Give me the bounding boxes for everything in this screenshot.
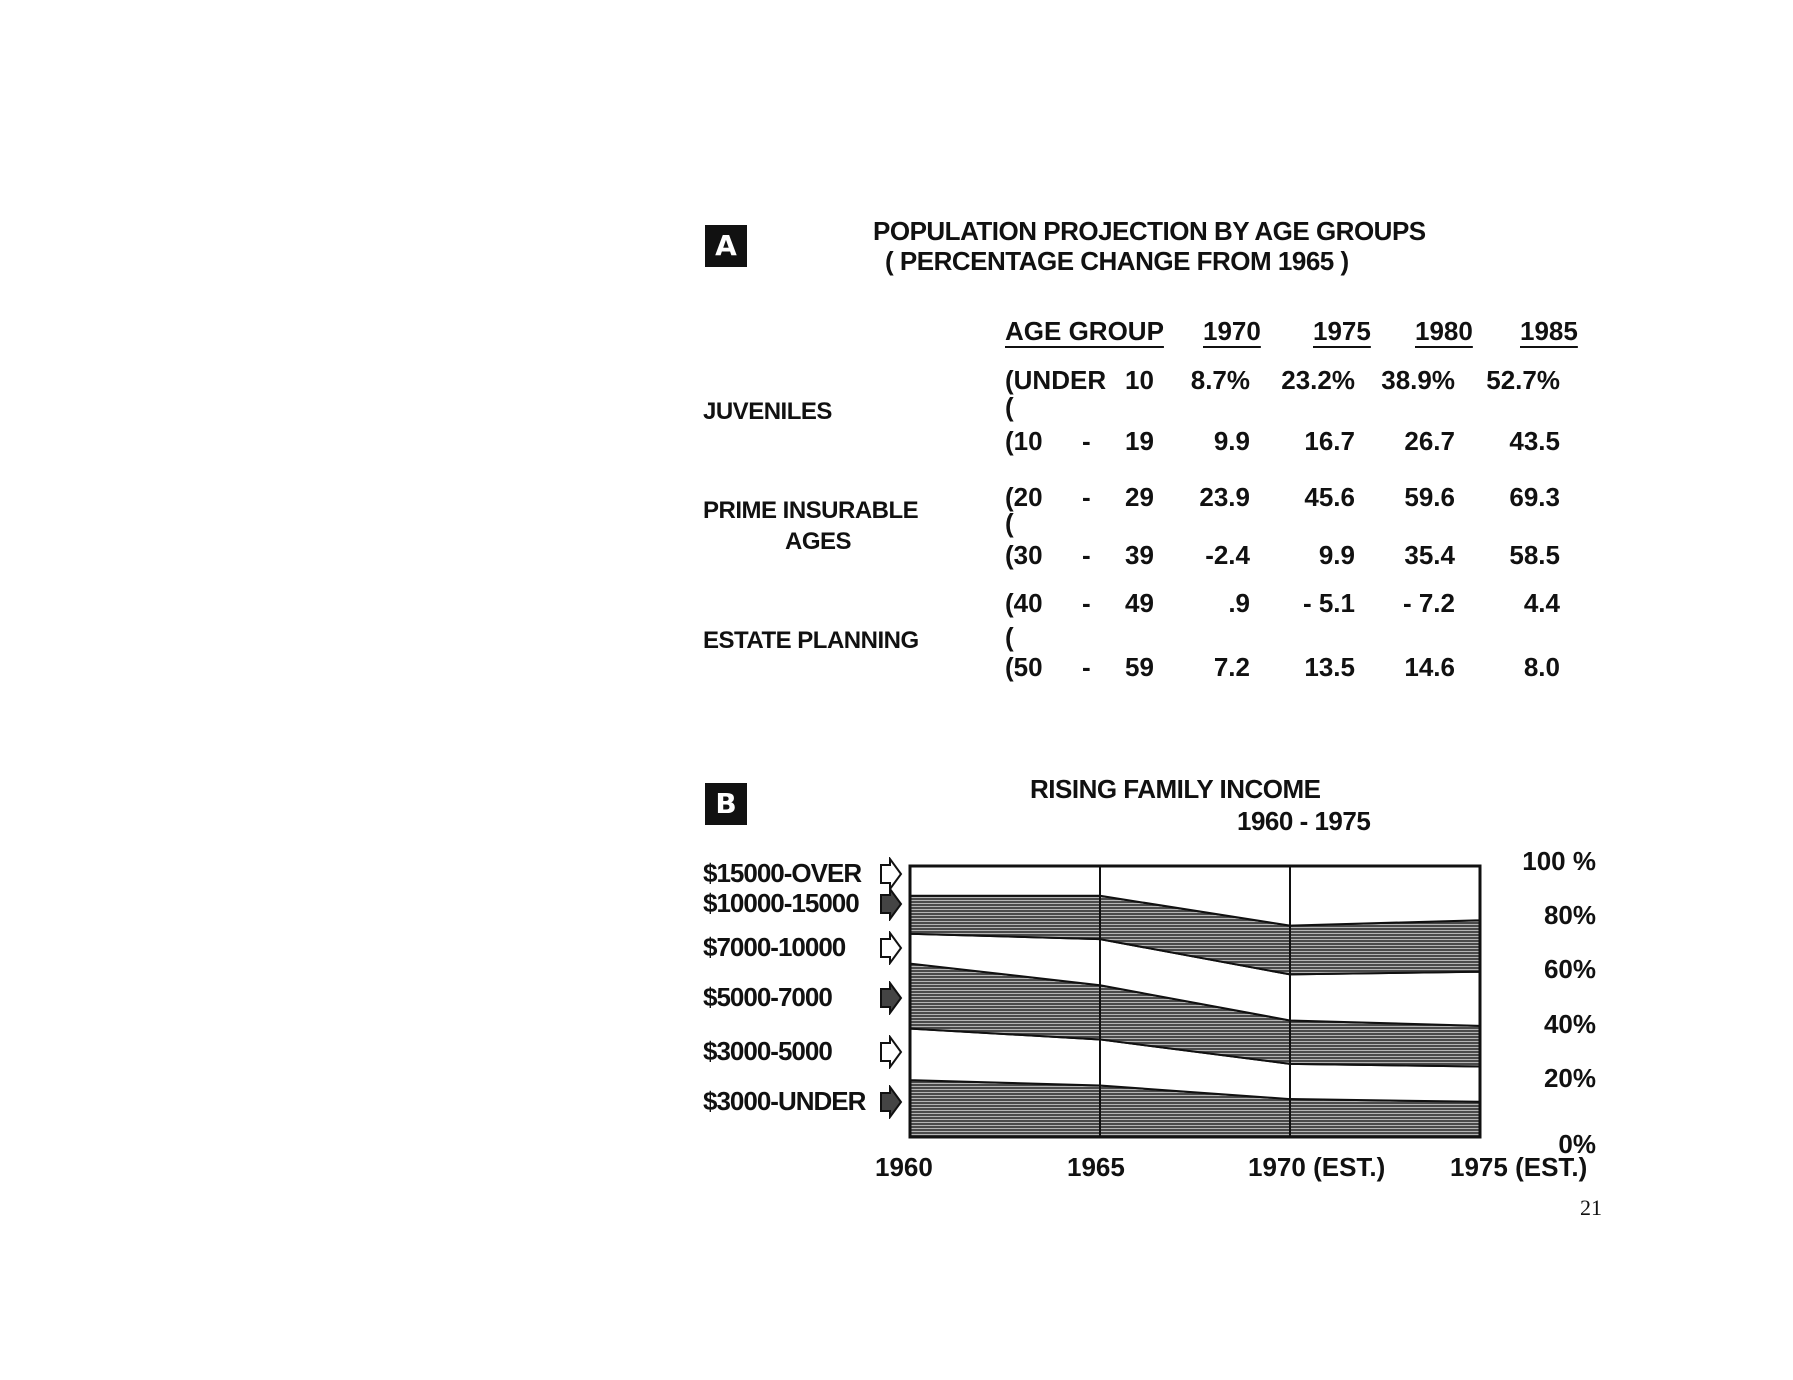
x-tick-label: 1965 (1067, 1152, 1125, 1182)
section-a-badge: A (705, 225, 747, 267)
age-dash: - (1082, 482, 1091, 512)
value-1980: 14.6 (1404, 652, 1455, 682)
y-tick-label: 60% (1543, 954, 1596, 985)
y-tick-label: 20% (1543, 1062, 1596, 1093)
value-1980: 35.4 (1404, 540, 1455, 570)
age-to: 59 (1125, 652, 1154, 682)
page-number: 21 (1580, 1195, 1602, 1220)
chart-subtitle: 1960 - 1975 (1237, 806, 1371, 836)
header-1970: 1970 (1203, 316, 1261, 346)
value-1985: 58.5 (1509, 540, 1560, 570)
age-to: 39 (1125, 540, 1154, 570)
age-from: (UNDER (1005, 365, 1107, 395)
legend-label: $5000-7000 (703, 982, 832, 1012)
value-1975: 9.9 (1318, 540, 1355, 570)
table-title: POPULATION PROJECTION BY AGE GROUPS (873, 216, 1426, 246)
bracket-estate: ( (1005, 622, 1014, 652)
age-dash: - (1082, 540, 1091, 570)
age-from: (20 (1005, 482, 1043, 512)
age-to: 10 (1125, 365, 1154, 395)
value-1970: .9 (1228, 588, 1250, 618)
value-1980: 59.6 (1404, 482, 1455, 512)
age-from: (40 (1005, 588, 1043, 618)
value-1975: 45.6 (1304, 482, 1355, 512)
value-1975: 23.2% (1281, 365, 1355, 395)
y-tick-label: 80% (1543, 900, 1596, 931)
age-from: (10 (1005, 426, 1043, 456)
legend-label: $3000-UNDER (703, 1086, 866, 1116)
age-to: 29 (1125, 482, 1154, 512)
value-1970: 8.7% (1190, 365, 1250, 395)
group-juveniles: JUVENILES (703, 398, 832, 425)
age-dash: - (1082, 652, 1091, 682)
x-tick-label: 1970 (EST.) (1248, 1152, 1386, 1182)
value-1985: 8.0 (1523, 652, 1560, 682)
group-estate: ESTATE PLANNING (703, 627, 919, 654)
group-prime-line1: PRIME INSURABLE (703, 497, 919, 524)
x-tick-label: 1975 (EST.) (1450, 1152, 1588, 1182)
value-1970: 23.9 (1199, 482, 1250, 512)
legend-label: $10000-15000 (703, 888, 859, 918)
age-to: 49 (1125, 588, 1154, 618)
age-dash: - (1082, 426, 1091, 456)
table-subtitle: ( PERCENTAGE CHANGE FROM 1965 ) (885, 246, 1349, 276)
bracket-juveniles: ( (1005, 392, 1014, 422)
header-1975: 1975 (1313, 316, 1371, 346)
age-dash: - (1082, 588, 1091, 618)
y-tick-label: 40% (1543, 1008, 1596, 1039)
value-1970: -2.4 (1205, 540, 1250, 570)
value-1970: 7.2 (1213, 652, 1250, 682)
section-b-badge: B (705, 783, 747, 825)
x-tick-label: 1960 (875, 1152, 933, 1182)
age-from: (30 (1005, 540, 1043, 570)
header-age-group: AGE GROUP (1005, 316, 1164, 346)
legend-label: $7000-10000 (703, 932, 846, 962)
value-1980: - 7.2 (1402, 588, 1455, 618)
value-1975: 16.7 (1304, 426, 1355, 456)
header-1980: 1980 (1415, 316, 1473, 346)
value-1980: 38.9% (1381, 365, 1455, 395)
value-1980: 26.7 (1404, 426, 1455, 456)
value-1975: - 5.1 (1302, 588, 1355, 618)
value-1985: 69.3 (1509, 482, 1560, 512)
chart-title: RISING FAMILY INCOME (1030, 774, 1321, 804)
value-1985: 43.5 (1509, 426, 1560, 456)
header-1985: 1985 (1520, 316, 1578, 346)
age-to: 19 (1125, 426, 1154, 456)
age-from: (50 (1005, 652, 1043, 682)
value-1970: 9.9 (1213, 426, 1250, 456)
y-tick-label: 0% (1558, 1129, 1596, 1159)
value-1975: 13.5 (1304, 652, 1355, 682)
value-1985: 52.7% (1486, 365, 1560, 395)
legend-label: $3000-5000 (703, 1036, 832, 1066)
y-tick-label: 100 % (1522, 846, 1596, 876)
legend-label: $15000-OVER (703, 858, 862, 888)
group-prime-line2: AGES (785, 528, 852, 555)
value-1985: 4.4 (1523, 588, 1560, 618)
bracket-prime: ( (1005, 508, 1014, 538)
